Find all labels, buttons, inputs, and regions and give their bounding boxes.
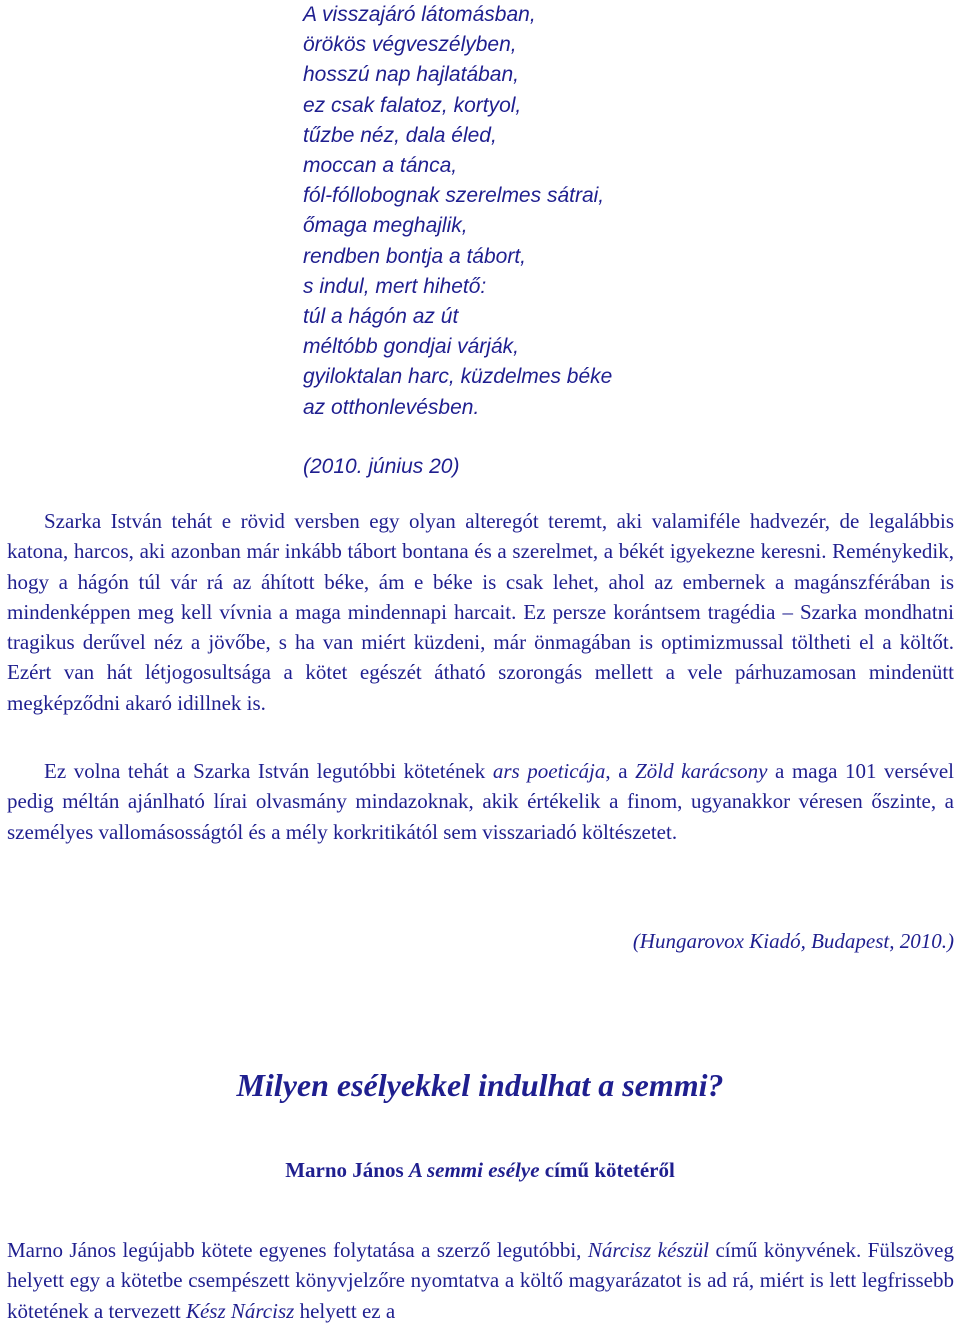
book-title-italic: Nárcisz készül (587, 1238, 710, 1262)
article-paragraph (7, 756, 954, 847)
paragraph-text: Marno János legújabb kötete egyenes folytatása a szerző legutóbbi, (7, 1238, 588, 1262)
book-title-italic: A semmi esélye (408, 1158, 540, 1182)
poem-line: őmaga meghajlik, (303, 214, 468, 238)
paragraph-text: című könyvének. Fülszöveg helyett egy a kötetbe csempészett könyvjelzőre nyomtatva a költő magyarázatot is ad rá, miért is lett legfrissebb kötetének a tervezett (7, 1238, 954, 1323)
poem-date: (2010. június 20) (303, 455, 460, 478)
poem-line: A visszajáró látomásban, (303, 3, 536, 26)
poem-line: méltóbb gondjai várják, (303, 335, 519, 359)
poem-line: hosszú nap hajlatában, (303, 63, 519, 87)
poem-line: túl a hágón az út (303, 305, 459, 329)
article-title: Milyen esélyekkel indulhat a semmi? (236, 1067, 724, 1103)
poem-line: örökös végveszélyben, (303, 33, 517, 57)
poem-line: gyiloktalan harc, küzdelmes béke (303, 365, 613, 389)
book-title-italic: Kész Nárcisz (185, 1298, 295, 1323)
poem-line: rendben bontja a tábort, (303, 244, 527, 268)
book-title-italic: ars poeticája (492, 759, 606, 783)
poem-line: ez csak falatoz, kortyol, (303, 93, 522, 117)
paragraph-text: a maga 101 versével pedig méltán ajánlható lírai olvasmány mindazoknak, akik értékelik a finom, ugyanakkor véresen őszinte, a személyes vallomásosságtól és a mély korkritikától sem visszariadó költészetet. (7, 759, 955, 844)
poem-line: fól-fóllobognak szerelmes sátrai, (303, 184, 605, 208)
subtitle-text: című kötetéről (539, 1158, 675, 1182)
poem (303, 0, 612, 423)
article-subtitle (0, 1155, 960, 1185)
article-paragraph: Szarka István tehát e rövid versben egy olyan alteregót teremt, aki valamiféle hadvezér, de legalábbis katona, harcos, aki azonban már inkább tábort bontana és a szerelmet, a békét igyekezne keresni. Reménykedik, hogy a hágón túl vár rá az áhított béke, ám e béke is csak lehet, ahol az embernek a magánszférában is mindenképpen meg kell vívnia a maga mindennapi harcait. Ez persze korántsem tragédia – Szarka mondhatni tragikus derűvel néz a jövőbe, s ha van miért küzdeni, már önmagában is optimizmussal töltheti el a költőt. Ezért van hát létjogosultsága a kötet egészét átható szorongás mellett a vele párhuzamosan mindenütt megképződni akaró idillnek is. (7, 509, 954, 715)
poem-line: tűzbe néz, dala éled, (303, 123, 497, 147)
publisher-info: (Hungarovox Kiadó, Budapest, 2010.) (632, 929, 954, 953)
subtitle-text: Marno János (285, 1158, 409, 1182)
paragraph-text: Ez volna tehát a Szarka István legutóbbi kötetének (44, 759, 493, 783)
book-title-italic: Zöld karácsony (635, 759, 768, 783)
poem-line: az otthonlevésben. (303, 395, 480, 419)
paragraph-text: helyett ez a (294, 1298, 396, 1323)
paragraph-text: , a (605, 759, 636, 783)
poem-line: moccan a tánca, (303, 154, 458, 178)
article-paragraph (7, 1235, 954, 1326)
poem-line: s indul, mert hihető: (303, 274, 487, 298)
